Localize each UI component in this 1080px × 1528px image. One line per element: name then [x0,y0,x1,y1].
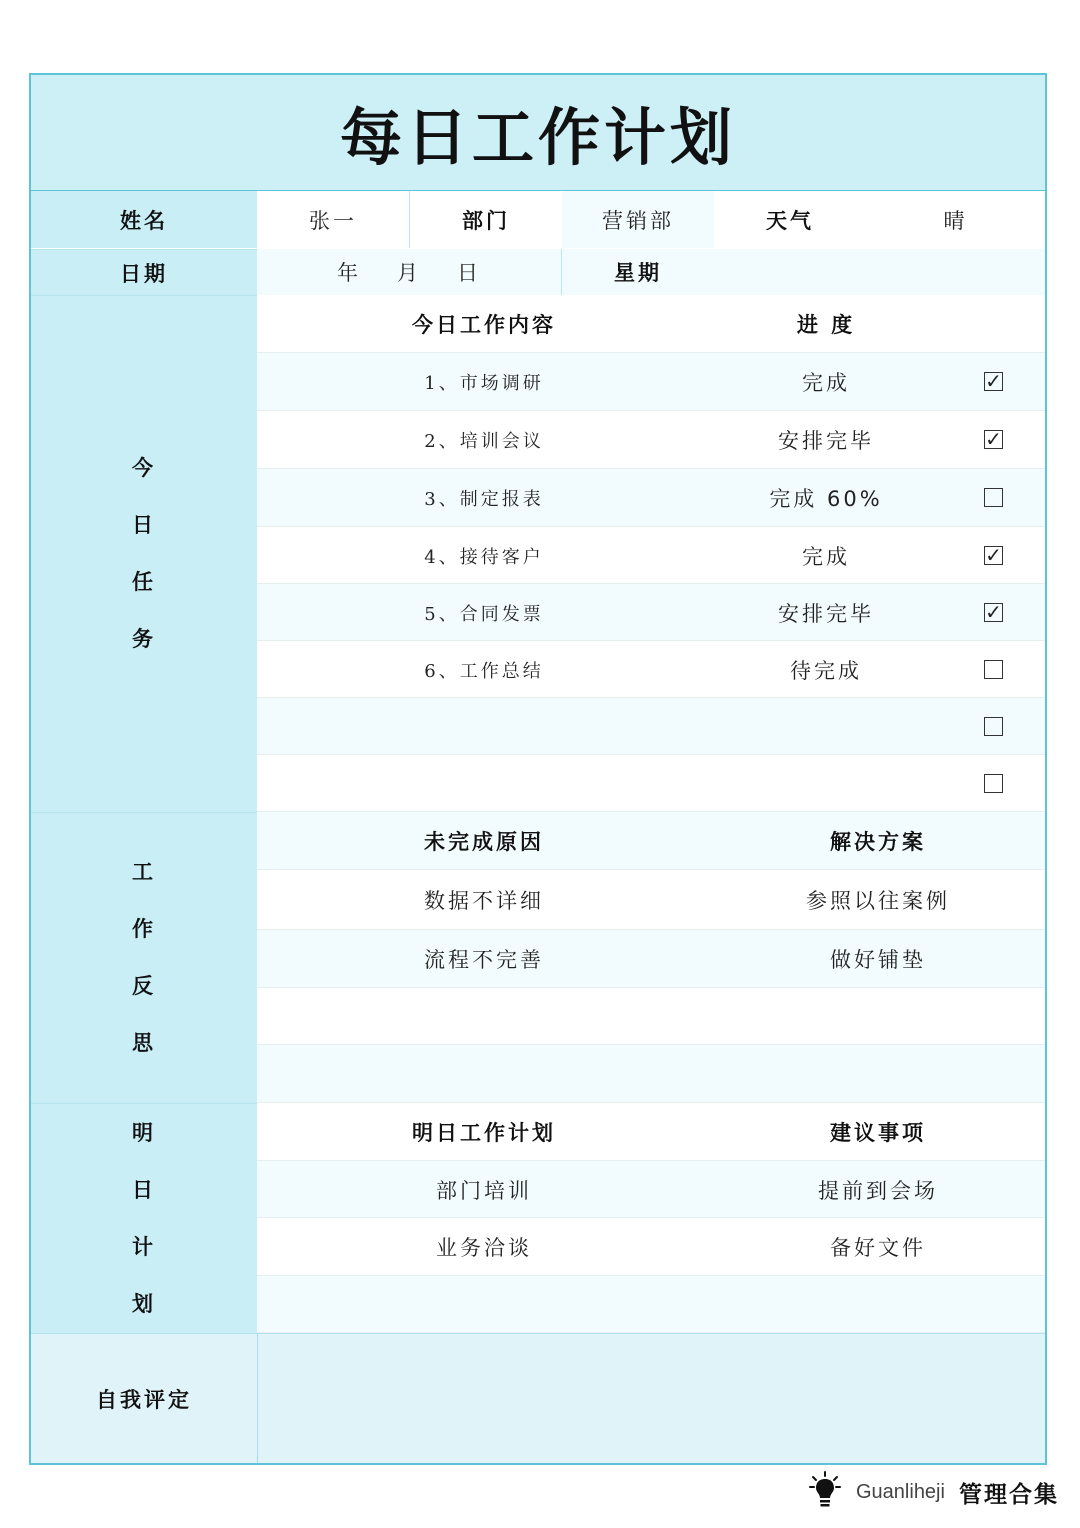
reflection-row[interactable] [257,1045,1045,1103]
tomorrow-advice: 备好文件 [830,1236,926,1260]
date-month-label: 月 [397,261,421,285]
task-content-text: 1、市场调研 [424,373,544,394]
task-row[interactable] [257,755,1045,812]
task-row[interactable] [257,641,1045,698]
task-progress: 安排完毕 [778,601,874,626]
task-content-text: 3、制定报表 [424,489,544,510]
task-content-text: 2、培训会议 [424,431,544,452]
tomorrow-header-advice: 建议事项 [830,1121,926,1145]
reflection-side-char: 思 [132,1031,156,1055]
tasks-header-row [257,295,1045,353]
footer-brand-text: Guanliheji [856,1480,945,1503]
page-title: 每日工作计划 [31,75,1045,192]
reflection-solution: 做好铺垫 [830,948,926,972]
date-label: 日期 [31,249,257,295]
tomorrow-header-plan: 明日工作计划 [412,1121,556,1145]
task-row[interactable] [257,584,1045,641]
weather-label: 天气 [714,191,866,248]
reflection-row[interactable] [257,930,1045,988]
task-checkbox[interactable] [984,774,1003,793]
date-year-label: 年 [337,261,361,285]
task-content [257,584,711,641]
reflection-row[interactable] [257,870,1045,930]
task-progress: 完成 [802,544,850,569]
tomorrow-row[interactable] [257,1161,1045,1218]
weather-value[interactable]: 晴 [866,191,1045,248]
task-content-text: 4、接待客户 [424,546,544,568]
reflection-header-solution: 解决方案 [830,830,926,854]
reflection-solution: 参照以往案例 [806,889,950,913]
task-checkbox[interactable]: ✓ [985,600,1002,624]
task-content [257,411,711,469]
reflection-side-char: 作 [132,917,156,941]
self-eval-input[interactable] [258,1333,1045,1463]
tomorrow-side-char: 明 [132,1120,156,1145]
task-row[interactable] [257,353,1045,411]
self-eval-label: 自我评定 [31,1333,257,1463]
reflection-row[interactable] [257,988,1045,1045]
task-checkbox[interactable] [984,660,1003,679]
footer-brand [808,1472,1059,1512]
reflection-side-char: 反 [132,974,156,998]
tasks-side-label [31,295,257,812]
reflection-header-row [257,812,1045,870]
tasks-header-progress: 进 度 [796,313,856,337]
dept-label: 部门 [410,191,562,248]
reflection-side-char: 工 [132,860,156,884]
tomorrow-plan: 部门培训 [436,1178,532,1203]
reflection-side-label [31,812,257,1103]
task-row[interactable] [257,469,1045,527]
task-checkbox[interactable]: ✓ [985,369,1002,393]
task-checkbox[interactable]: ✓ [985,427,1002,451]
date-day-label: 日 [457,261,481,285]
task-row[interactable] [257,698,1045,755]
daily-plan-sheet [29,73,1047,1465]
task-content [257,641,711,698]
name-value[interactable]: 张一 [257,191,409,248]
task-row[interactable] [257,527,1045,584]
tomorrow-advice: 提前到会场 [818,1178,938,1203]
task-row[interactable] [257,411,1045,469]
task-content [257,469,711,527]
tomorrow-plan: 业务洽谈 [436,1236,532,1260]
tasks-header-content: 今日工作内容 [412,313,556,337]
tasks-side-char: 日 [132,513,156,537]
name-label: 姓名 [31,191,257,248]
tasks-side-char: 务 [132,627,156,651]
dept-value[interactable]: 营销部 [562,191,714,248]
weekday-label: 星期 [562,249,714,295]
task-progress: 安排完毕 [778,429,874,453]
task-progress: 待完成 [790,658,862,683]
reflection-header-reason: 未完成原因 [424,830,544,854]
tomorrow-row[interactable] [257,1218,1045,1276]
footer-brand-cn: 管理合集 [958,1480,1059,1508]
task-content [257,353,711,411]
tasks-side-char: 任 [132,570,156,594]
reflection-reason: 数据不详细 [424,889,544,913]
task-content [257,527,711,584]
task-content-text: 5、合同发票 [424,603,544,625]
tomorrow-row[interactable] [257,1276,1045,1333]
reflection-reason: 流程不完善 [424,948,544,972]
tomorrow-side-label [31,1103,257,1333]
tomorrow-side-char: 计 [132,1234,156,1259]
tomorrow-header-row [257,1103,1045,1161]
lightbulb-icon [808,1471,842,1513]
task-checkbox[interactable] [984,488,1003,507]
task-checkbox[interactable]: ✓ [985,543,1002,567]
tomorrow-side-char: 日 [132,1177,156,1202]
task-progress: 完成 60% [769,487,883,511]
date-value[interactable] [257,249,561,295]
task-content-text: 6、工作总结 [424,660,544,682]
tomorrow-side-char: 划 [132,1291,156,1316]
task-checkbox[interactable] [984,717,1003,736]
task-progress: 完成 [802,371,850,395]
tasks-side-char: 今 [132,456,156,480]
weekday-value[interactable] [714,249,1045,295]
